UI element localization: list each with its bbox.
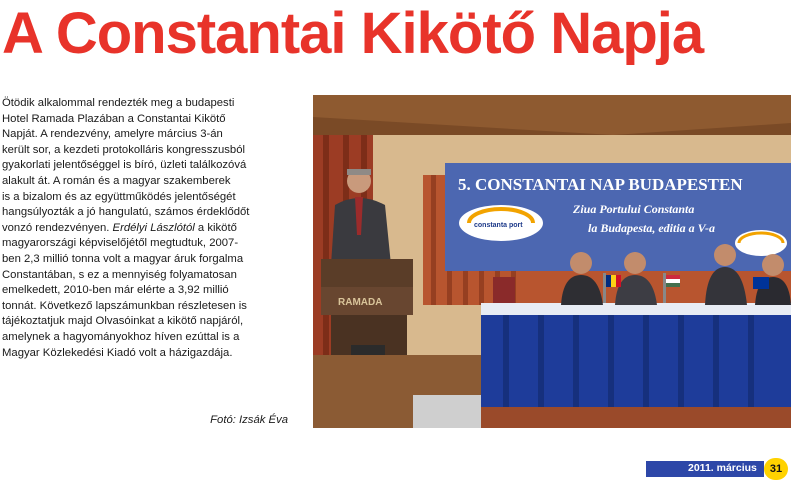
event-banner bbox=[445, 163, 791, 271]
article-body-part-1: Ötödik alkalommal rendezték meg a budapesti Hotel Ramada Plazában a Constantai Kikötő Napját. A rendezvény, amelyre március 3-án került sor, a kezdeti protokolláris kongresszusból gyakorlati jelentőséggel is bíró, üzleti találkozóvá alakult át. A román és a magyar szakemberek is a bizalom és az együttműködés jelentőségét hangsúlyozták a jó hangulatú, számos érdeklődőt vonzó rendezvényen. bbox=[2, 97, 250, 234]
banner-line-3: la Budapesta, editia a V-a bbox=[588, 221, 716, 235]
page-number-badge: 31 bbox=[764, 458, 788, 480]
event-photo bbox=[313, 95, 791, 428]
photo-credit: Fotó: Izsák Éva bbox=[210, 414, 288, 426]
podium-logo-text: RAMADA bbox=[338, 297, 383, 308]
logo-text: constanta port bbox=[474, 222, 523, 229]
article-body-part-2: a kikötő magyarországi képviselőjétől megtudtuk, 2007- ben 2,3 millió tonna volt a magyar áruk forgalma Constantában, s ez a mennyiség folyamatosan emelkedett, 2010-ben már elérte a 3,92 millió tonnát. Következő lapszámunkban részletesen is tájékoztatjuk majd Olvasóinkat a kikötő napjáról, amelynek a hagyományokhoz híven ezúttal is a Magyar Közlekedési Kiadó volt a házigazdája. bbox=[2, 221, 247, 359]
event-photo-illustration bbox=[313, 95, 791, 428]
banner-line-2: Ziua Portului Constanta bbox=[573, 202, 695, 216]
panel-table bbox=[481, 303, 791, 407]
banner-line-1: 5. CONSTANTAI NAP BUDAPESTEN bbox=[458, 175, 743, 194]
article-body bbox=[2, 96, 307, 361]
article-headline: A Constantai Kikötő Napja bbox=[2, 1, 704, 66]
article-body-name: Erdélyi Lászlótól bbox=[112, 221, 195, 234]
chair bbox=[493, 277, 515, 303]
issue-date: 2011. március bbox=[688, 462, 757, 474]
